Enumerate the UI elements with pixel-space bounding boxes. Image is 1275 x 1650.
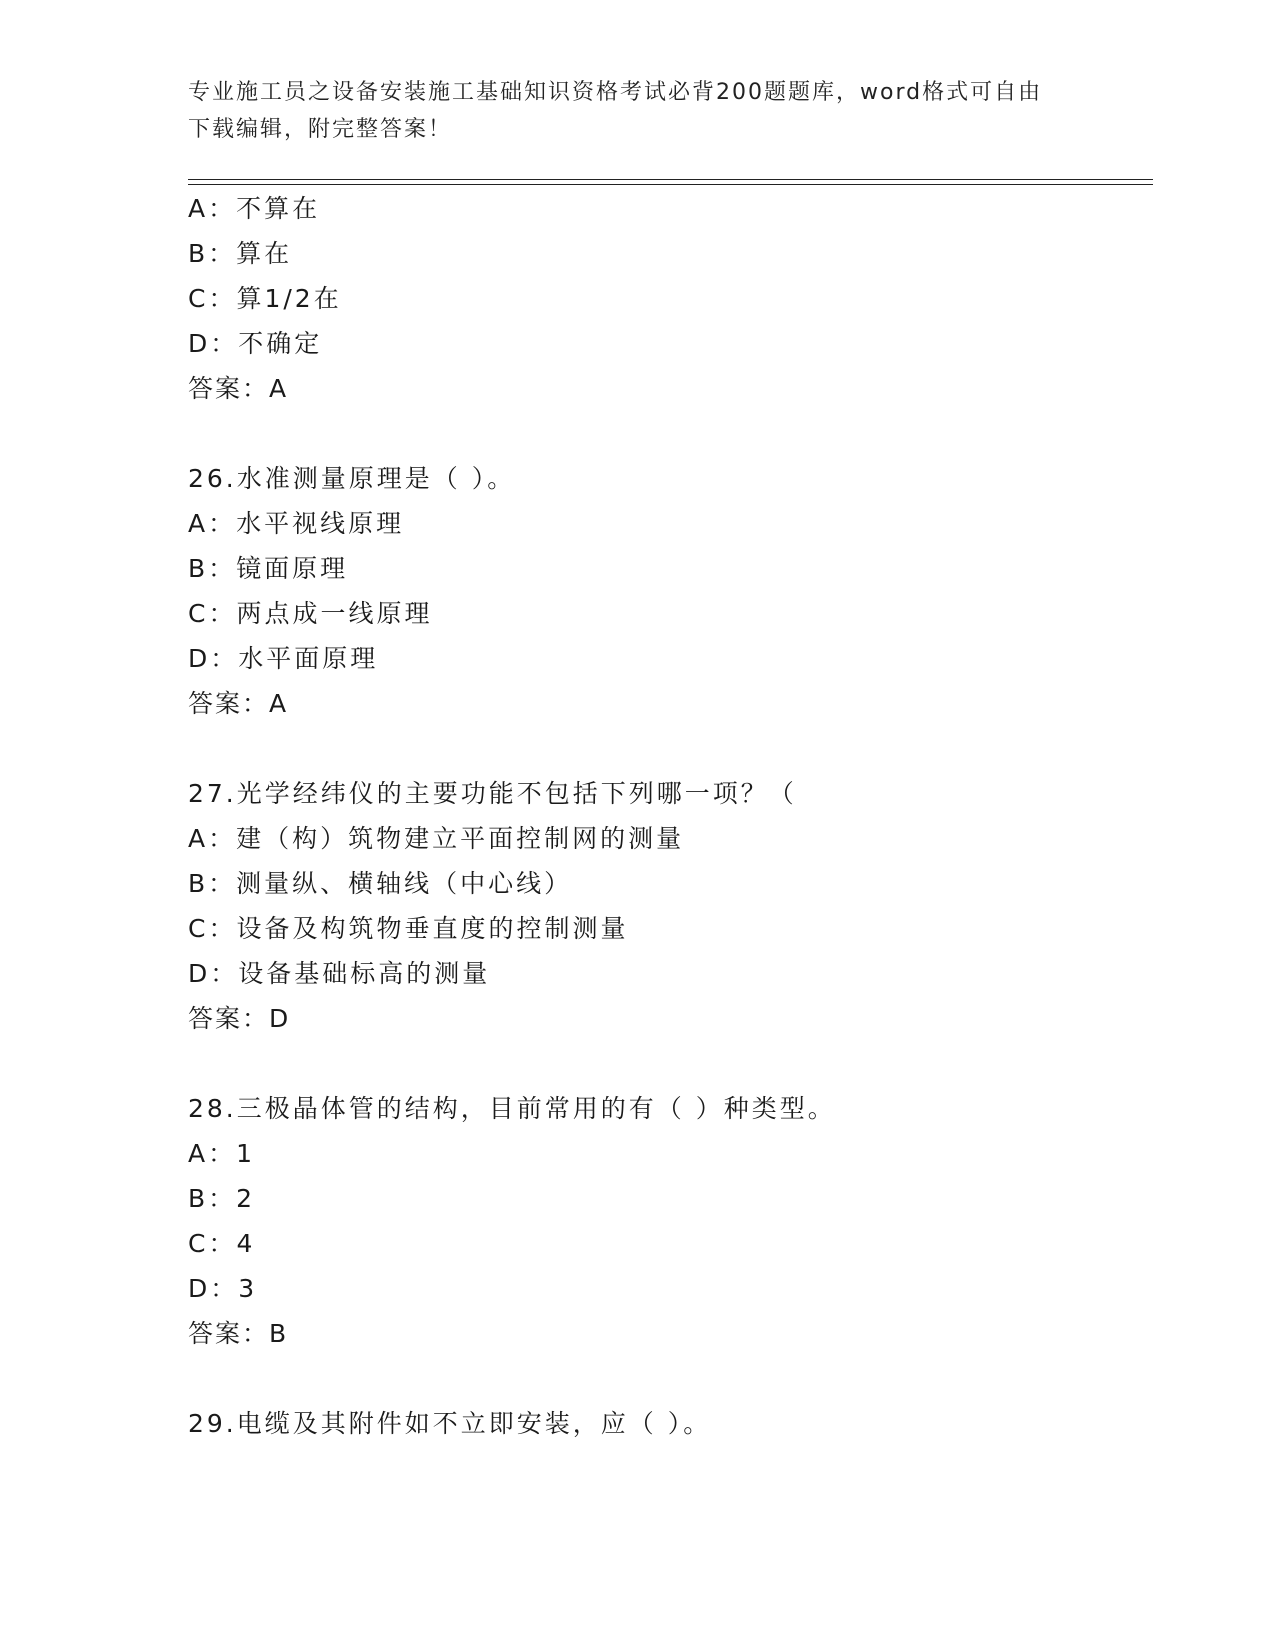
header-divider-bottom (188, 184, 1153, 185)
question-text: 28.三极晶体管的结构，目前常用的有（ ）种类型。 (188, 1094, 836, 1123)
header-line-1: 专业施工员之设备安装施工基础知识资格考试必背200题题库，word格式可自由 (188, 80, 1043, 105)
header-divider-top (188, 179, 1153, 180)
option-c: C：两点成一线原理 (188, 599, 433, 628)
question-text: 27.光学经纬仪的主要功能不包括下列哪一项？（ (188, 779, 797, 808)
option-b: B：镜面原理 (188, 554, 349, 583)
answer-line: 答案：D (188, 1004, 291, 1033)
option-a: A：1 (188, 1139, 256, 1168)
option-c: C：算1/2在 (188, 284, 342, 313)
option-b: B：2 (188, 1184, 256, 1213)
document-header (188, 74, 1088, 148)
answer-line: 答案：A (188, 689, 289, 718)
question-text: 26.水准测量原理是（ ）。 (188, 464, 516, 493)
option-b: B：算在 (188, 239, 293, 268)
option-b: B：测量纵、横轴线（中心线） (188, 869, 573, 898)
option-d: D：3 (188, 1274, 258, 1303)
header-line-2: 下载编辑，附完整答案！ (188, 117, 453, 142)
answer-line: 答案：B (188, 1319, 289, 1348)
question-text: 29.电缆及其附件如不立即安装，应（ ）。 (188, 1409, 712, 1438)
option-c: C：4 (188, 1229, 256, 1258)
option-d: D：水平面原理 (188, 644, 379, 673)
option-d: D：设备基础标高的测量 (188, 959, 491, 988)
option-d: D：不确定 (188, 329, 323, 358)
option-c: C：设备及构筑物垂直度的控制测量 (188, 914, 629, 943)
option-a: A：水平视线原理 (188, 509, 405, 538)
option-a: A：不算在 (188, 194, 321, 223)
option-a: A：建（构）筑物建立平面控制网的测量 (188, 824, 685, 853)
answer-line: 答案：A (188, 374, 289, 403)
